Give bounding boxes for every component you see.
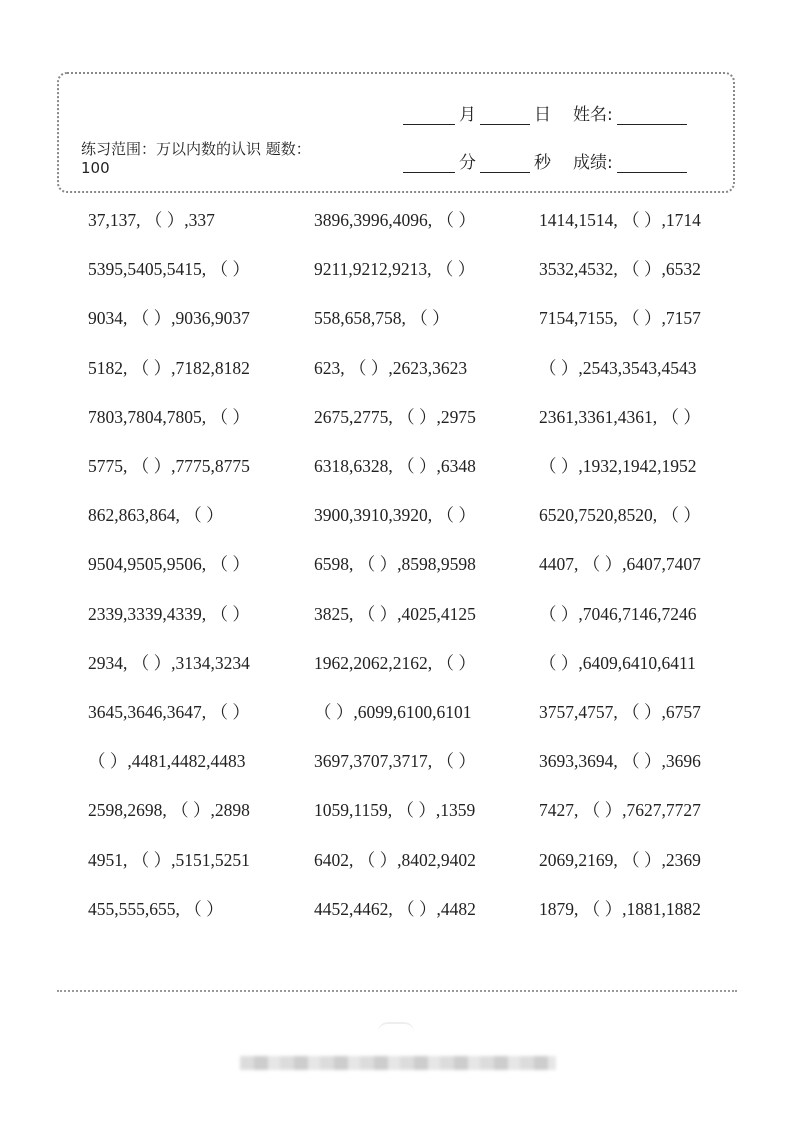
exercise-item: （ ）,6409,6410,6411 xyxy=(539,653,696,673)
exercise-item: 4407, （ ）,6407,7407 xyxy=(539,554,701,574)
score-label: 成绩: xyxy=(573,153,613,173)
exercise-item: 862,863,864, （ ） xyxy=(88,505,224,525)
exercise-item: （ ）,1932,1942,1952 xyxy=(539,456,697,476)
exercise-item: 7427, （ ）,7627,7727 xyxy=(539,800,701,820)
exercise-item: （ ）,7046,7146,7246 xyxy=(539,604,697,624)
exercise-item: （ ）,4481,4482,4483 xyxy=(88,751,246,771)
time-score-fields xyxy=(403,148,687,172)
exercise-item: 9034, （ ）,9036,9037 xyxy=(88,308,250,328)
exercise-item: （ ）,6099,6100,6101 xyxy=(314,702,472,722)
footer-blurred-text xyxy=(240,1056,556,1070)
exercise-item: 5395,5405,5415, （ ） xyxy=(88,259,250,279)
exercise-item: 3825, （ ）,4025,4125 xyxy=(314,604,476,624)
exercise-item: 6318,6328, （ ）,6348 xyxy=(314,456,476,476)
exercise-item: 2598,2698, （ ）,2898 xyxy=(88,800,250,820)
exercise-item: 3693,3694, （ ）,3696 xyxy=(539,751,701,771)
exercise-item: 7154,7155, （ ）,7157 xyxy=(539,308,701,328)
exercise-item: 4951, （ ）,5151,5251 xyxy=(88,850,250,870)
day-label: 日 xyxy=(534,105,551,125)
minute-label: 分 xyxy=(459,153,476,173)
name-blank[interactable] xyxy=(617,106,687,125)
exercise-item: （ ）,2543,3543,4543 xyxy=(539,358,697,378)
exercise-item: 6402, （ ）,8402,9402 xyxy=(314,850,476,870)
exercise-item: 1879, （ ）,1881,1882 xyxy=(539,899,701,919)
exercise-item: 2361,3361,4361, （ ） xyxy=(539,407,701,427)
exercise-item: 1414,1514, （ ）,1714 xyxy=(539,210,701,230)
exercise-item: 3896,3996,4096, （ ） xyxy=(314,210,476,230)
second-label: 秒 xyxy=(534,153,551,173)
page-divider xyxy=(57,990,737,992)
exercise-item: 6598, （ ）,8598,9598 xyxy=(314,554,476,574)
exercise-item: 4452,4462, （ ）,4482 xyxy=(314,899,476,919)
exercise-item: 623, （ ）,2623,3623 xyxy=(314,358,468,378)
exercise-item: 558,658,758, （ ） xyxy=(314,308,450,328)
worksheet-header xyxy=(57,72,735,193)
exercise-item: 6520,7520,8520, （ ） xyxy=(539,505,701,525)
exercise-item: 5775, （ ）,7775,8775 xyxy=(88,456,250,476)
score-blank[interactable] xyxy=(617,154,687,173)
exercise-item: 2069,2169, （ ）,2369 xyxy=(539,850,701,870)
month-blank[interactable] xyxy=(403,106,455,125)
exercise-item: 3697,3707,3717, （ ） xyxy=(314,751,476,771)
practice-scope: 练习范围：万以内数的认识 题数：100 xyxy=(81,140,311,177)
minute-blank[interactable] xyxy=(403,154,455,173)
exercise-item: 3645,3646,3647, （ ） xyxy=(88,702,250,722)
exercise-item: 3900,3910,3920, （ ） xyxy=(314,505,476,525)
exercise-item: 2934, （ ）,3134,3234 xyxy=(88,653,250,673)
second-blank[interactable] xyxy=(480,154,530,173)
date-fields xyxy=(403,100,687,124)
exercise-item: 37,137, （ ）,337 xyxy=(88,210,215,230)
exercise-item: 1059,1159, （ ）,1359 xyxy=(314,800,476,820)
exercise-item: 3532,4532, （ ）,6532 xyxy=(539,259,701,279)
footer-mark xyxy=(378,1022,414,1032)
exercise-item: 9211,9212,9213, （ ） xyxy=(314,259,476,279)
day-blank[interactable] xyxy=(480,106,530,125)
exercise-item: 5182, （ ）,7182,8182 xyxy=(88,358,250,378)
exercise-item: 2675,2775, （ ）,2975 xyxy=(314,407,476,427)
exercise-item: 2339,3339,4339, （ ） xyxy=(88,604,250,624)
name-label: 姓名: xyxy=(573,105,613,125)
exercise-item: 1962,2062,2162, （ ） xyxy=(314,653,476,673)
exercise-item: 455,555,655, （ ） xyxy=(88,899,224,919)
exercise-item: 9504,9505,9506, （ ） xyxy=(88,554,250,574)
exercise-item: 7803,7804,7805, （ ） xyxy=(88,407,250,427)
exercise-item: 3757,4757, （ ）,6757 xyxy=(539,702,701,722)
month-label: 月 xyxy=(459,105,476,125)
